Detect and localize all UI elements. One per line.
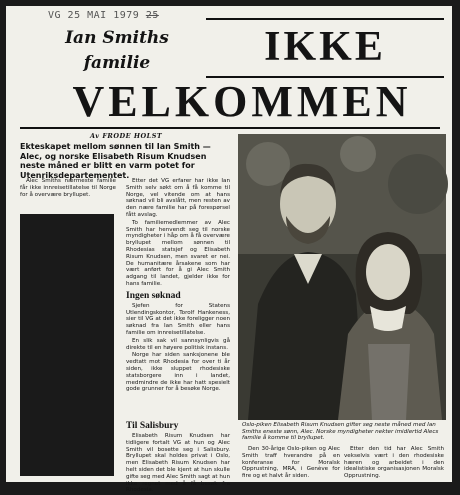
headline-rule <box>20 127 440 129</box>
column-paragraph: Alec Smiths nærmeste familie får ikke innreisetillatelse til Norge for å overvære bryllupet. <box>20 178 116 198</box>
handwritten-date <box>48 10 159 21</box>
handwritten-date-main: VG 25 MAI 1979 <box>48 10 140 21</box>
headline-line-1: IKKE <box>206 18 444 78</box>
subheading-ingen-soknad: Ingen søknad <box>126 290 181 301</box>
column-paragraph: Etter det VG erfarer har ikke Ian Smith selv søkt om å få komme til Norge, vel vitende om at hans søknad vil bli avslått, men resten av den nære familie har på forespørsel fått avslag. <box>126 178 230 218</box>
column-paragraph: Norge har siden sanksjonene ble vedtatt mot Rhodesia for over ti år siden, ikke sluppet rhodesiske statsborgere inn i landet, medmindre de ikke har hatt spesielt gode grunner for å besøke Norge. <box>126 352 230 393</box>
column-paragraph: En slik sak vil sannsynligvis gå direkte til en høyere politisk instans. <box>126 337 230 351</box>
byline: Av FRODE HOLST <box>90 132 163 140</box>
couple-photo-image <box>238 134 446 420</box>
handwritten-date-crossed: 25 <box>145 10 159 21</box>
subheading-til-salisbury: Til Salisbury <box>126 421 179 431</box>
column-2 <box>126 178 230 394</box>
column-paragraph: Elisabeth Risum Knudsen har tidligere fortalt VG at hun og Alec Smith vil bosette seg i Salisbury. Bryllupet skal holdes privat i Oslo, men Elisabeth Risum Knudsen har helt siden det ble kjent at hun skulle gifte seg med Alec Smith sagt at hun ikke regnet med å få besøk fra Rhodesia. <box>126 433 230 494</box>
column-3 <box>126 418 230 495</box>
kicker: Ian Smiths familie <box>65 28 169 73</box>
newspaper-clipping <box>6 6 452 494</box>
photo-caption: Oslo-piken Elisabeth Risum Knudsen gifter seg neste måned med Ian Smiths eneste sønn, Alec. Norske myndigheter nekter imidlertid Alecs familie å komme til bryllupet. <box>242 422 439 442</box>
column-paragraph: To familiemedlemmer av Alec Smith har henvendt seg til norske myndigheter i håp om å få overvære bryllupet mellom sønnen til Rhodesias statsjef og Elisabeth Risum Knudsen, men svaret er nei. De humanitære årsakene som har vært anført for å gi Alec Smith adgang til landet, gjelder ikke for hans familie. <box>126 219 230 287</box>
column-paragraph: Etter den tid har Alec Smith vekselvis vært i den rhodesiske hæren og arbeidet i den idealistiske organisasjonen Moralsk Opprustning. <box>344 446 444 480</box>
column-5 <box>344 446 444 481</box>
column-4 <box>242 446 340 481</box>
column-paragraph: Den 30-årige Oslo-piken og Alec Smith traff hverandre på en konferanse for Moralsk Opprustning, MRA, i Genève for fire og et halvt år siden. <box>242 446 340 480</box>
couple-photo <box>238 134 446 420</box>
column-paragraph: Sjefen for Statens Utlendingskontor, Torolf Hankeness, sier til VG at det ikke foreligger noen søknad fra Ian Smith eller hans familie om innreisetillatelse. <box>126 302 230 336</box>
headline-line-2: VELKOMMEN <box>72 77 412 126</box>
column-1 <box>20 178 116 199</box>
lead-paragraph: Ekteskapet mellom sønnen til Ian Smith — Alec, og norske Elisabeth Risum Knudsen neste måned er blitt en varm potet for Utenriksdepartementet. <box>20 142 211 180</box>
black-panel <box>20 214 114 476</box>
